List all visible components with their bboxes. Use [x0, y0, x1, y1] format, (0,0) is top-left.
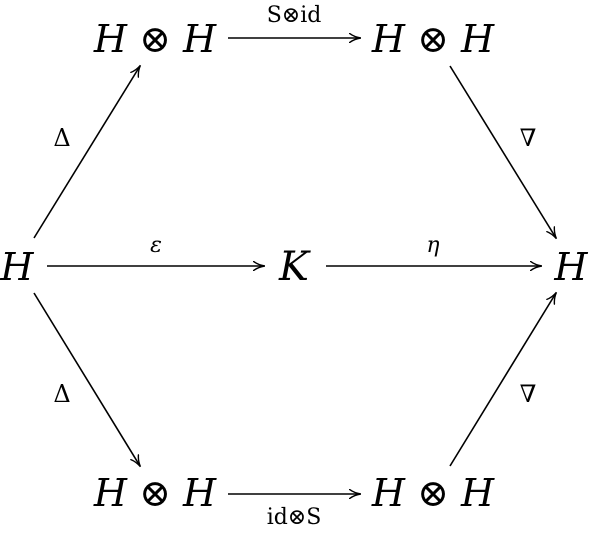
- node-bottom-right: H ⊗ H: [371, 471, 495, 515]
- label-middle-left-arrow: ε: [150, 233, 162, 258]
- label-upper-left-arrow: Δ: [53, 124, 71, 152]
- arrow-lower-left: [34, 293, 140, 466]
- node-right: H: [554, 245, 588, 289]
- node-bottom-left: H ⊗ H: [93, 471, 217, 515]
- node-center: K: [279, 244, 309, 290]
- node-top-right: H ⊗ H: [371, 17, 495, 61]
- label-middle-right-arrow: η: [426, 233, 440, 258]
- label-upper-right-arrow: ∇: [519, 124, 537, 152]
- label-lower-left-arrow: Δ: [53, 380, 71, 408]
- arrow-upper-left: [34, 66, 140, 238]
- node-left: H: [0, 245, 34, 289]
- label-top-arrow: S⊗id: [266, 3, 322, 28]
- node-top-left: H ⊗ H: [93, 17, 217, 61]
- arrow-lower-right: [450, 293, 556, 466]
- label-lower-right-arrow: ∇: [519, 380, 537, 408]
- arrow-upper-right: [450, 66, 556, 238]
- label-bottom-arrow: id⊗S: [266, 505, 322, 530]
